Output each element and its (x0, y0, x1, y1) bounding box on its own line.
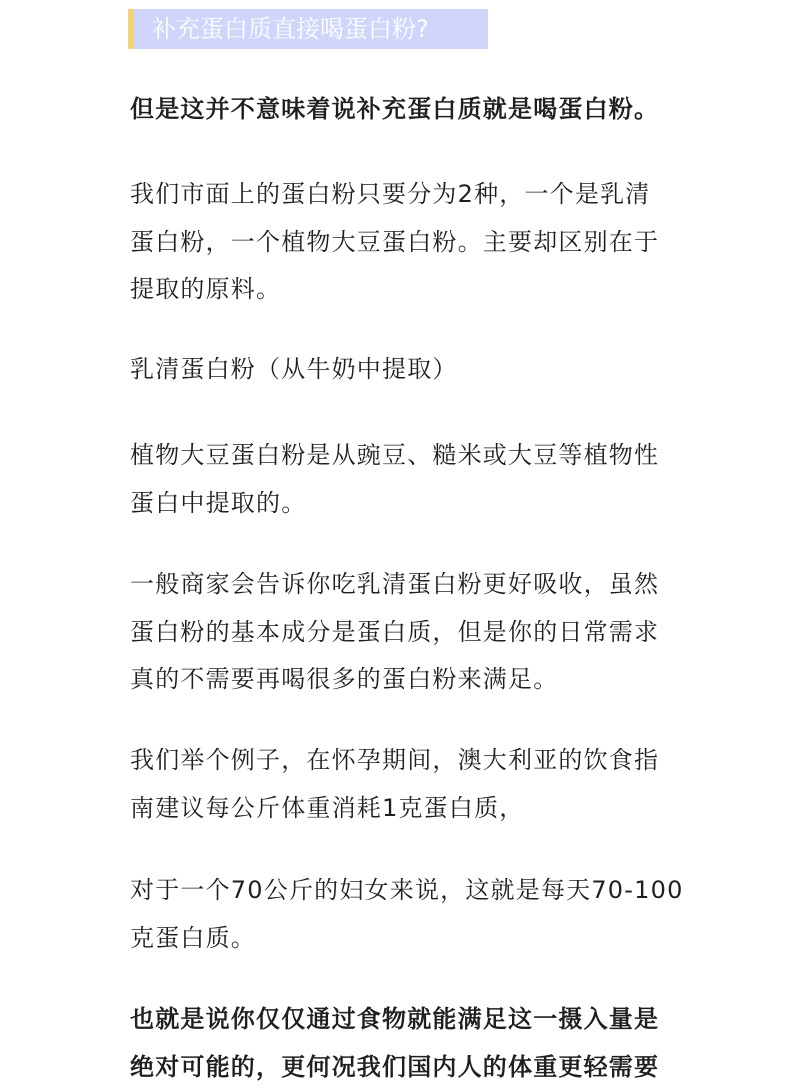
paragraph-whey (130, 346, 675, 394)
text-line: 绝对可能的，更何况我们国内人的体重更轻需要 (130, 1044, 675, 1091)
section-heading: 补充蛋白质直接喝蛋白粉? (128, 9, 488, 49)
text-line: 我们举个例子，在怀孕期间，澳大利亚的饮食指 (130, 737, 675, 785)
paragraph-types (130, 171, 675, 314)
paragraph-merchants (130, 561, 675, 704)
text-line: 也就是说你仅仅通过食物就能满足这一摄入量是 (130, 996, 675, 1044)
text-line: 植物大豆蛋白粉是从豌豆、糙米或大豆等植物性 (130, 432, 675, 480)
paragraph-intro (130, 86, 675, 134)
paragraph-plant (130, 432, 675, 527)
text-line: 但是这并不意味着说补充蛋白质就是喝蛋白粉。 (130, 86, 675, 134)
text-line: 提取的原料。 (130, 266, 675, 314)
text-line: 蛋白中提取的。 (130, 480, 675, 528)
paragraph-calculation (130, 867, 675, 962)
text-line: 蛋白粉的基本成分是蛋白质，但是你的日常需求 (130, 609, 675, 657)
text-line: 一般商家会告诉你吃乳清蛋白粉更好吸收，虽然 (130, 561, 675, 609)
text-line: 乳清蛋白粉（从牛奶中提取） (130, 346, 675, 394)
text-line: 我们市面上的蛋白粉只要分为2种，一个是乳清 (130, 171, 675, 219)
text-line: 南建议每公斤体重消耗1克蛋白质， (130, 785, 675, 833)
paragraph-example (130, 737, 675, 832)
text-line: 克蛋白质。 (130, 915, 675, 963)
text-line: 真的不需要再喝很多的蛋白粉来满足。 (130, 656, 675, 704)
paragraph-conclusion (130, 996, 675, 1091)
text-line: 对于一个70公斤的妇女来说，这就是每天70-100 (130, 867, 675, 915)
text-line: 蛋白粉，一个植物大豆蛋白粉。主要却区别在于 (130, 219, 675, 267)
